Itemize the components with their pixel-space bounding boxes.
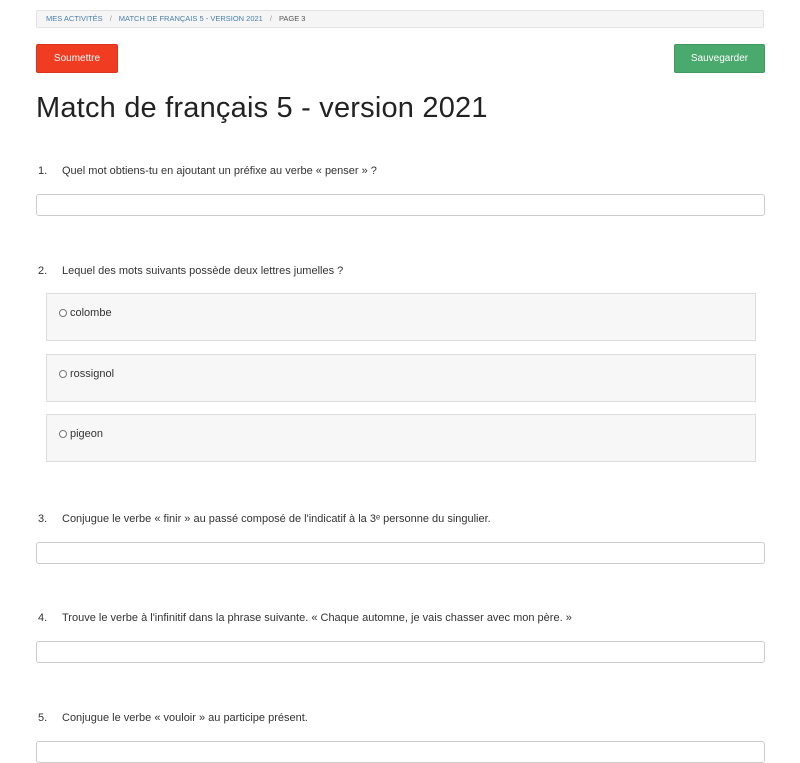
radio-button[interactable] [59,430,67,438]
question-2 [38,265,343,277]
page-title: Match de français 5 - version 2021 [36,92,488,124]
save-button[interactable]: Sauvegarder [674,44,765,73]
question-1 [38,165,377,177]
question-5 [38,712,308,724]
choice-label: colombe [70,307,112,319]
breadcrumb-current: PAGE 3 [278,14,306,23]
submit-button[interactable]: Soumettre [36,44,118,73]
question-text: Conjugue le verbe « vouloir » au participe présent. [62,712,308,724]
question-text: Lequel des mots suivants possède deux lettres jumelles ? [62,265,344,277]
question-number: 3. [38,513,48,525]
answer-input-4[interactable] [36,641,765,663]
choice-option-pigeon[interactable] [46,414,756,462]
radio-button[interactable] [59,309,67,317]
choice-label: rossignol [70,368,115,380]
radio-button[interactable] [59,370,67,378]
answer-input-5[interactable] [36,741,765,763]
choice-option-colombe[interactable] [46,293,756,341]
question-number: 5. [38,712,48,724]
question-text: Quel mot obtiens-tu en ajoutant un préfixe au verbe « penser » ? [62,165,377,177]
question-number: 2. [38,265,48,277]
breadcrumb [36,10,764,28]
question-4 [38,612,572,624]
breadcrumb-separator: / [269,14,272,23]
breadcrumb-separator: / [109,14,112,23]
question-number: 4. [38,612,48,624]
breadcrumb-link-activities[interactable]: MES ACTIVITÉS [46,14,103,23]
question-3 [38,513,491,525]
breadcrumb-link-activity[interactable]: MATCH DE FRANÇAIS 5 - VERSION 2021 [118,14,263,23]
answer-input-1[interactable] [36,194,765,216]
question-number: 1. [38,165,48,177]
choice-option-rossignol[interactable] [46,354,756,402]
answer-input-3[interactable] [36,542,765,564]
question-text: Trouve le verbe à l'infinitif dans la phrase suivante. « Chaque automne, je vais chasser avec mon père. » [62,612,572,624]
choice-label: pigeon [70,428,104,440]
question-text: Conjugue le verbe « finir » au passé composé de l'indicatif à la 3ᵉ personne du singulier. [62,513,491,525]
